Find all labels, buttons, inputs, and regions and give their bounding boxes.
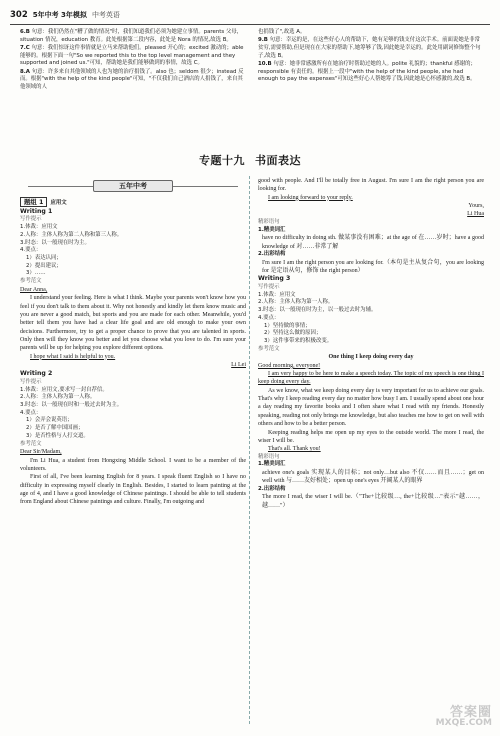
section-number: 专题十九 (199, 154, 245, 167)
hint-item: 3）…… (26, 270, 46, 277)
highlights-1 (258, 227, 484, 276)
writing-3-ref-label: 参考范文 (258, 345, 280, 352)
answer-number: 6.B (20, 29, 30, 35)
five-year-ribbon (28, 180, 238, 192)
answer-item (258, 61, 484, 84)
writing-3-heading: One thing I keep doing every day (328, 354, 414, 361)
right-column (258, 177, 484, 510)
hint-item: 1.体裁：应用文 (20, 224, 58, 231)
writing-3-title: Writing 3 (258, 275, 291, 283)
writing-3-paragraph: Keeping reading helps me open up my eyes to the outside world. The more I read, the wiser I will be. (258, 429, 484, 444)
hint-item: 2）是否了解中国国画； (26, 425, 84, 432)
writing-2-title: Writing 2 (20, 370, 53, 378)
group-type: 应用文 (50, 200, 67, 206)
hint-item: 1.体裁：应用文,要求写一封自荐信。 (20, 386, 108, 393)
question-group (20, 197, 246, 208)
hint-item: 1）会弄会说英语； (26, 417, 73, 424)
writing-2-yours: Yours, (468, 203, 484, 210)
writing-2-cont: good with people. And I'll be totally free in August. I'm sure I am the right person you are looking for. (258, 178, 484, 193)
highlight-heading: 2.出彩结构 (258, 250, 286, 257)
answer-text: 句意：我们仍然在"糟了做的情况"时，我们知道我们必须为她建立事情。parents 父母，situation 情况，education 教育。此处根据第二段内容，此处是 Nora 的情况,故选 B。 (20, 29, 243, 43)
top-right-answers (258, 29, 484, 84)
writing-3-hint-label: 写作提示 (258, 283, 280, 290)
hint-item: 4.要点： (20, 409, 42, 416)
answer-text: 也捐钱了",故选 A。 (258, 29, 306, 35)
writing-3-hints (258, 292, 484, 346)
column-divider (249, 176, 250, 724)
page-number: 302 (10, 10, 28, 20)
highlight-label-1: 精彩语句 (258, 218, 280, 225)
answer-item (20, 69, 246, 92)
hint-item: 1.体裁：应用文 (258, 291, 296, 298)
hint-item: 2.人称：主体人称为第二人称和第三人称。 (20, 231, 123, 238)
writing-1-hints (20, 224, 246, 278)
writing-1-salutation: Dear Anna, (20, 286, 48, 293)
hint-item: 3）这件事带来的积极改变。 (264, 337, 333, 344)
hint-item: 2）坚持这么做的原因； (264, 330, 322, 337)
subject-label: 中考英语 (91, 11, 120, 19)
highlight-heading: 1.精美词汇 (258, 226, 286, 233)
book-title: 5年中考 3年模拟 (32, 11, 87, 19)
left-column (20, 175, 246, 507)
writing-3-greeting: Good morning, everyone! (258, 362, 321, 369)
answer-item (258, 37, 484, 60)
header-rule (10, 24, 490, 25)
highlight-text: I'm sure I am the right person you are looking for.（本句是主从复合句，you are looking for 是定语从句，修饰 the right person） (262, 259, 484, 274)
hint-item: 3.时态：以一般现在时为主，以一般过去时为辅。 (258, 307, 377, 314)
writing-2-signature: Li Hua (467, 211, 484, 218)
writing-3-body (258, 370, 484, 445)
watermark-brand: 答案圈 (449, 705, 492, 720)
hint-item: 1）表达认同； (26, 254, 62, 261)
highlights-2 (258, 461, 484, 510)
answer-item (258, 29, 484, 37)
hint-item: 2.人称：主体人称为第一人称。 (20, 394, 96, 401)
highlight-text: achieve one's goals 实现某人的目标；not only…but also 不仅……而且……；get on well with 与……友好相处；open up one's eyes 开阔某人的眼界 (262, 470, 484, 485)
section-name: 书面表达 (255, 154, 301, 167)
answer-text: 句意：许多来自其他领域的人也为她的治疗捐钱了。also 也；seldom 很少；instead 反而。根据"with the help of the kind people"可知，"不仅我们自己酒店的人捐钱了，来自其他领域的人 (20, 68, 244, 90)
hint-item: 4.要点： (258, 314, 280, 321)
watermark (435, 705, 492, 728)
writing-1-closing: I hope what I said is helpful to you. (30, 353, 116, 360)
hint-item: 1）坚持做的事情； (264, 322, 311, 329)
writing-2-closing: I am looking forward to your reply. (268, 194, 353, 201)
answer-number: 8.A (20, 68, 30, 75)
writing-2-body: First of all, I've been learning English for 8 years. I speak fluent English so I have no difficulty in expressing myself clearly in English. Besides, I started to learn painting at the age of 4, and I have a good knowledge of Chinese paintings. I should be able to tell students from England about Chinese paintings and culture. Finally, I'm outgoing and (20, 474, 246, 506)
hint-item: 2.人称：主体人称为第一人称。 (258, 299, 334, 306)
writing-1-hint-label: 写作提示 (20, 216, 42, 223)
highlight-heading: 1.精美词汇 (258, 461, 286, 468)
writing-2-salutation: Dear Sir/Madam, (20, 449, 62, 456)
writing-3-paragraph: As we know, what we keep doing every day is very important for us to achieve our goals. That's why I keep reading every day no matter how busy I am. I usually spend about one hour a day reading my favorite books and I often share what I read with my friends. Honestly speaking, reading not only brings me knowledge, but also teaches me how to get on well with others and how to be a better person. (258, 387, 484, 428)
watermark-domain: MXQE.COM (435, 718, 492, 728)
writing-2-ref-label: 参考范文 (20, 440, 42, 447)
writing-1-body: I understand your feeling. Here is what I think. Maybe your parents won't know how you feel if you don't talk to them about it. Why not honestly and kindly let them know music and you are never a good match, but sports and you are made for each other. Meanwhile, you'd better tell them you have had a clear life goal and are old enough to make your own decisions. Furthermore, try to get a proper chance to prove that you are talented in sports. Only then will they know you better and let you choose what you love to do. I'm sure your parents will be up for helping you explore different options. (20, 295, 246, 352)
writing-1-ref-label: 参考范文 (20, 278, 42, 285)
answer-item (20, 29, 246, 44)
top-left-answers (20, 29, 246, 92)
hint-item: 3.时态：以一般现在时为主。 (20, 239, 90, 246)
highlight-label-2: 精彩语句 (258, 453, 280, 460)
writing-2-hint-label: 写作提示 (20, 378, 42, 385)
writing-1-signature: Li Lei (231, 361, 246, 368)
highlight-text: The more I read, the wiser I will be.（"The+比较级…, the+比较级…"表示"越……，越……"） (262, 494, 484, 509)
ribbon-label: 五年中考 (93, 180, 173, 192)
answer-item (20, 45, 246, 68)
writing-1-title: Writing 1 (20, 207, 53, 215)
answer-number: 10.B (258, 60, 272, 67)
writing-2-intro: I'm Li Hua, a student from Hongxing Middle School. I want to be a member of the volunteers. (20, 457, 246, 473)
writing-2-hints (20, 387, 246, 441)
hint-item: 3.时态：以一般现在时和一般过去时为主。 (20, 402, 123, 409)
answer-number: 7.C (20, 44, 30, 51)
hint-item: 2）提出建议； (26, 262, 62, 269)
writing-3-paragraph: I am very happy to be here to make a speech today. The topic of my speech is one thing I keep doing every day. (258, 371, 484, 386)
section-title (150, 154, 350, 167)
group-tag: 题组 1 (20, 197, 47, 207)
answer-text: 句意：我们惊讶这件事情就是立马来帮助他们。pleased 开心的；excited 激动的；able 能够的。根据下面一句"So we reported this to the top level management and they supported and joined us."可知，帮助她是我们能够做到的事情，故选 C。 (20, 44, 244, 67)
answer-text: 句意：幸运的是，在这些好心人的帮助下，她有足够的钱支付这次手术。前面说她是非常贫穷,需要帮助,但是现在在大家的帮助下,她筹够了钱,因此她是幸运的。此处用副词修饰整个句子,故选 B。 (258, 37, 481, 59)
writing-3-end: That's all. Thank you! (268, 446, 321, 453)
answer-text: 句意：她非常感激所有在她治疗时帮助过她的人。polite 礼貌的；thankful 感谢的；responsible 有责任的。根据上一段中"with the help of the kind people, she had enough to pay the expenses"可知这些好心人帮她筹了钱,因此她是心怀感激的,故选 B。 (258, 60, 476, 83)
hint-item: 4.要点： (20, 247, 42, 254)
highlight-heading: 2.出彩结构 (258, 485, 286, 492)
highlight-text: have no difficulty in doing sth. 做某事没有困难；at the age of 在……岁时；have a good knowledge of 对……非常了解 (262, 235, 484, 250)
page-header (10, 12, 490, 22)
answer-number: 9.B (258, 37, 268, 44)
hint-item: 3）是否性格与人打交道。 (26, 432, 89, 439)
